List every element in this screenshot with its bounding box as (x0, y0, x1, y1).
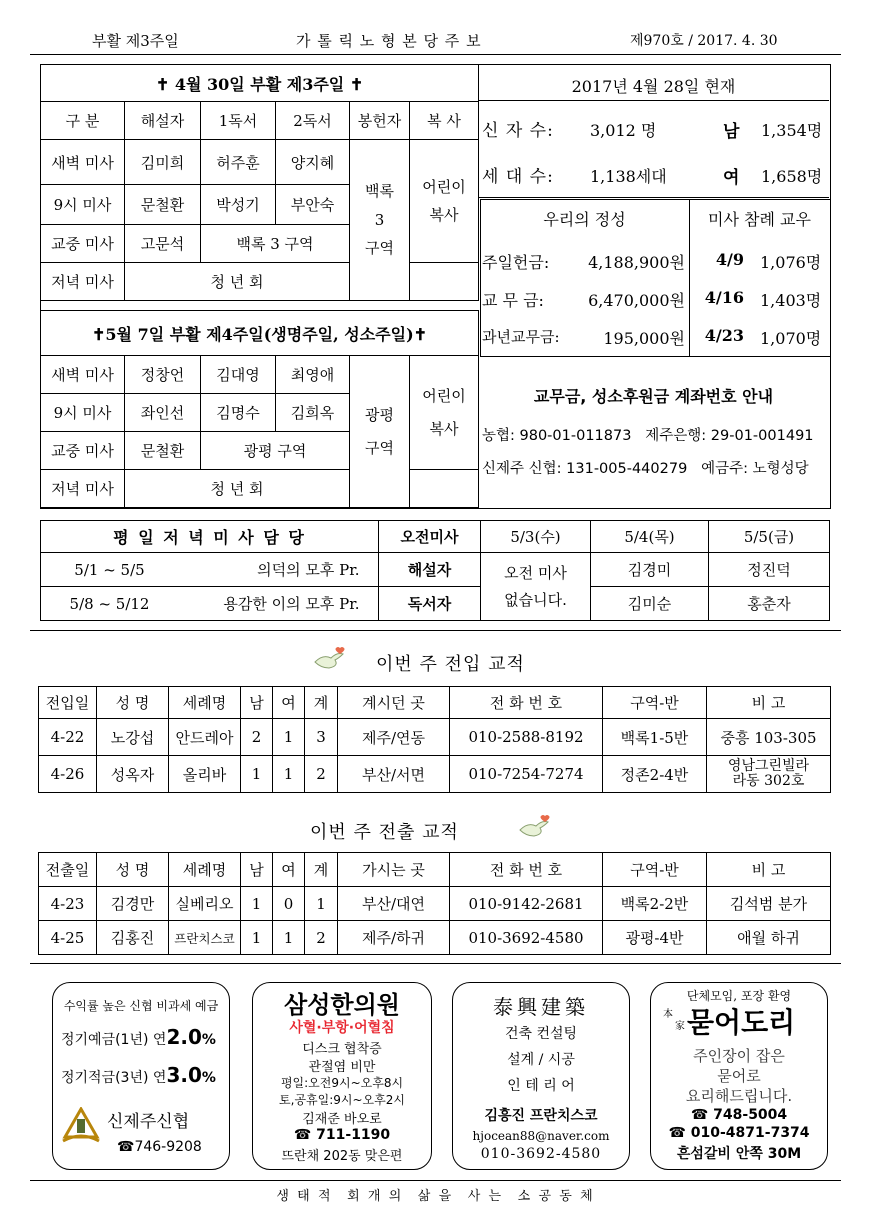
table-row (39, 887, 831, 921)
reader: 홍춘자 (709, 587, 830, 621)
attendance-date: 4/9 (715, 250, 744, 269)
date-header: 5/3(수) (481, 521, 591, 553)
table-cell: 애월 하귀 (707, 921, 831, 955)
ad-text: 설계 / 시공 (507, 1052, 575, 1068)
ad-shinhyup (52, 982, 230, 1170)
weekday-row (41, 553, 379, 587)
table-cell: 1 (241, 756, 273, 793)
table-cell: 010-7254-7274 (450, 756, 603, 793)
server-line: 어린이 (422, 177, 466, 196)
date-header: 5/4(목) (591, 521, 709, 553)
ad-construction (452, 982, 630, 1170)
ad-phone: ☎ 748-5004 (690, 1107, 788, 1123)
ad-text: 수익률 높은 신협 비과세 예금 (63, 999, 219, 1013)
attendance-count: 1,403명 (760, 291, 822, 310)
commentator: 고문석 (125, 225, 201, 263)
ad-phone: ☎ 010-4871-7374 (668, 1125, 810, 1141)
role-label: 독서자 (379, 587, 481, 621)
households-value: 1,138세대 (590, 167, 667, 186)
ad-text: 인 테 리 어 (507, 1078, 575, 1094)
col-header: 가시는 곳 (338, 853, 450, 887)
ad-line (61, 1025, 216, 1049)
mass-label: 9시 미사 (41, 394, 125, 432)
ad-text: 단체모임, 포장 환영 (686, 989, 792, 1003)
table-cell: 0 (273, 887, 305, 921)
table-cell: 김홍진 (97, 921, 169, 955)
offering-title: 우리의 정성 (543, 210, 626, 229)
table-cell: 4-22 (39, 719, 97, 756)
female-label: 여 (723, 168, 740, 188)
table-row (39, 921, 831, 955)
server-cell (410, 140, 479, 263)
ad-text: 토,공휴일:9시~오후2시 (279, 1093, 405, 1107)
role-label: 해설자 (379, 553, 481, 587)
transfer-out-table (38, 852, 831, 955)
commentator: 문철환 (125, 432, 201, 470)
ad-text: % (201, 1070, 216, 1086)
transfer-in-title: 이번 주 전입 교적 (376, 654, 525, 675)
ad-text: 정기예금(1년) 연 (61, 1032, 167, 1048)
server-line: 어린이 (422, 386, 466, 405)
table-cell: 성옥자 (97, 756, 169, 793)
ad-brand: 家 (675, 1021, 685, 1032)
week-label: 부활 제3주일 (92, 32, 179, 50)
reading-1: 김명수 (201, 394, 276, 432)
evening-group: 청 년 회 (125, 470, 350, 508)
ad-location: 흔섬갈비 안쪽 30M (676, 1146, 802, 1162)
issue-number: 제970호 / 2017. 4. 30 (630, 33, 778, 49)
table-cell: 4-26 (39, 756, 97, 793)
table-cell: 010-2588-8192 (450, 719, 603, 756)
commentator: 정진덕 (709, 553, 830, 587)
schedule-table-1 (40, 64, 479, 301)
table-cell: 010-3692-4580 (450, 921, 603, 955)
table-cell: 김경만 (97, 887, 169, 921)
mass-label: 저녁 미사 (41, 470, 125, 508)
col-header: 성 명 (97, 687, 169, 719)
ad-owner: 김흥진 프란치스코 (484, 1108, 598, 1124)
weekday-table (40, 520, 830, 621)
col-header: 남 (241, 687, 273, 719)
transfer-out-title: 이번 주 전출 교적 (310, 822, 459, 843)
ad-brand: 本 (663, 1009, 673, 1020)
table-cell: 1 (305, 887, 338, 921)
offertory-cell (350, 140, 410, 301)
table-row (39, 719, 831, 756)
offertory-line: 구역 (365, 239, 394, 258)
table-cell: 2 (305, 756, 338, 793)
table-cell: 백록1-5반 (603, 719, 707, 756)
table-cell: 1 (273, 756, 305, 793)
col-header: 전 화 번 호 (450, 853, 603, 887)
col-header: 구 분 (41, 102, 125, 140)
transfer-in-table (38, 686, 831, 793)
table-cell: 안드레아 (169, 719, 241, 756)
col-header: 여 (273, 853, 305, 887)
ad-name: 신제주신협 (107, 1112, 190, 1132)
ad-text: 뜨란채 202동 맞은편 (281, 1149, 403, 1164)
col-header: 전 화 번 호 (450, 687, 603, 719)
attendance-date: 4/23 (704, 326, 744, 345)
ad-email: hjocean88@naver.com (472, 1129, 610, 1143)
table-cell: 1 (273, 719, 305, 756)
readings: 백록 3 구역 (201, 225, 350, 263)
col-header: 1독서 (201, 102, 276, 140)
mass-label: 교중 미사 (41, 225, 125, 263)
ad-rate: 3.0 (166, 1063, 202, 1087)
morning-mass-label: 오전미사 (379, 521, 481, 553)
shinhyup-logo-icon (59, 1107, 103, 1147)
group-name: 용감한 이의 모후 Pr. (223, 595, 360, 613)
table-cell: 중흥 103-305 (707, 719, 831, 756)
offertory-line: 백록 (365, 182, 394, 201)
stats-date: 2017년 4월 28일 현재 (571, 77, 736, 96)
account-line-1: 농협: 980-01-011873 제주은행: 29-01-001491 (482, 428, 814, 444)
table-cell: 노강섭 (97, 719, 169, 756)
table-cell: 영남그린빌라 라동 302호 (707, 756, 831, 793)
col-header: 계 (305, 687, 338, 719)
col-header: 2독서 (276, 102, 350, 140)
mass-label: 저녁 미사 (41, 263, 125, 301)
server-cell (410, 356, 479, 470)
offertory-line: 구역 (365, 438, 394, 457)
households-label: 세 대 수: (482, 167, 554, 187)
reading-1: 박성기 (201, 185, 276, 225)
table-cell: 백록2-2반 (603, 887, 707, 921)
evening-group: 청 년 회 (125, 263, 350, 301)
ad-text: 김재준 바오로 (302, 1112, 382, 1127)
col-header: 계 (305, 853, 338, 887)
col-header: 계시던 곳 (338, 687, 450, 719)
offering-label: 주일헌금: (482, 253, 550, 272)
ad-text: 관절염 비만 (308, 1060, 376, 1075)
attendance-date: 4/16 (704, 288, 744, 307)
offering-label: 교 무 금: (482, 291, 544, 310)
believers-value: 3,012 명 (590, 121, 657, 140)
col-header: 여 (273, 687, 305, 719)
col-header: 비 고 (707, 853, 831, 887)
offering-value: 195,000원 (603, 329, 685, 348)
ad-text: 묻어로 (717, 1067, 761, 1085)
ad-text: 평일:오전9시~오후8시 (280, 1076, 404, 1090)
stats-panel (478, 64, 829, 197)
mass-label: 9시 미사 (41, 185, 125, 225)
table-cell: 광평-4반 (603, 921, 707, 955)
table-cell: 제주/연동 (338, 719, 450, 756)
commentator: 문철환 (125, 185, 201, 225)
table-header-row (39, 687, 831, 719)
dove-icon (313, 646, 347, 672)
ad-clinic (252, 982, 432, 1170)
commentator: 좌인선 (125, 394, 201, 432)
table-cell: 1 (273, 921, 305, 955)
readings: 광평 구역 (201, 432, 350, 470)
mass-label: 새벽 미사 (41, 140, 125, 185)
offering-label: 과년교무금: (482, 328, 560, 346)
ad-text: 건축 컨설팅 (504, 1026, 578, 1042)
footer-motto: 생 태 적 회 개 의 삶 을 사 는 소 공 동 체 (276, 1189, 593, 1204)
dove-icon (518, 814, 552, 840)
attendance-count: 1,076명 (760, 253, 822, 272)
commentator: 김경미 (591, 553, 709, 587)
table-cell: 010-9142-2681 (450, 887, 603, 921)
reading-2: 김희옥 (276, 394, 350, 432)
offertory-line: 광평 (365, 405, 394, 424)
weekday-row (41, 587, 379, 621)
col-header: 세례명 (169, 853, 241, 887)
table-cell: 정존2-4반 (603, 756, 707, 793)
commentator: 김미희 (125, 140, 201, 185)
col-header: 남 (241, 853, 273, 887)
col-header: 구역-반 (603, 853, 707, 887)
schedule-table-2 (40, 310, 479, 508)
date-header: 5/5(금) (709, 521, 830, 553)
table-cell: 김석범 분가 (707, 887, 831, 921)
col-header: 전입일 (39, 687, 97, 719)
ad-name: 泰興建築 (493, 995, 589, 1019)
table-cell: 부산/서면 (338, 756, 450, 793)
ad-text: 디스크 협착증 (302, 1042, 382, 1057)
offertory-line: 3 (374, 210, 385, 229)
table-cell: 제주/하귀 (338, 921, 450, 955)
ad-text: % (201, 1032, 216, 1048)
server-line: 복사 (429, 419, 459, 438)
weekday-title: 평 일 저 녁 미 사 담 당 (41, 521, 379, 553)
bulletin-title: 가 톨 릭 노 형 본 당 주 보 (296, 32, 482, 50)
schedule-2-title: ✝5월 7일 부활 제4주일(생명주일, 성소주일)✝ (41, 311, 479, 356)
table-cell: 4-25 (39, 921, 97, 955)
mass-label: 교중 미사 (41, 432, 125, 470)
col-header: 복 사 (410, 102, 479, 140)
male-value: 1,354명 (761, 121, 823, 140)
account-title: 교무금, 성소후원금 계좌번호 안내 (533, 387, 774, 406)
reading-2: 양지혜 (276, 140, 350, 185)
ad-phone: ☎ 711-1190 (293, 1127, 391, 1143)
table-cell: 3 (305, 719, 338, 756)
table-header-row (39, 853, 831, 887)
offertory-cell (350, 356, 410, 508)
ad-rate: 2.0 (166, 1025, 202, 1049)
mass-label: 새벽 미사 (41, 356, 125, 394)
account-line-2: 신제주 신협: 131-005-440279 예금주: 노형성당 (482, 461, 809, 477)
period: 5/1 ~ 5/5 (74, 561, 145, 579)
reading-1: 김대영 (201, 356, 276, 394)
period: 5/8 ~ 5/12 (69, 595, 150, 613)
offering-value: 6,470,000원 (588, 291, 685, 310)
female-value: 1,658명 (761, 167, 823, 186)
table-cell: 1 (241, 887, 273, 921)
col-header: 성 명 (97, 853, 169, 887)
table-row (39, 756, 831, 793)
group-name: 의덕의 모후 Pr. (257, 561, 360, 579)
attendance-title: 미사 참례 교우 (708, 210, 811, 229)
no-morning-mass: 오전 미사 없습니다. (481, 553, 591, 621)
reader: 김미순 (591, 587, 709, 621)
ad-line (61, 1063, 216, 1087)
reading-1: 허주훈 (201, 140, 276, 185)
table-cell: 1 (241, 921, 273, 955)
col-header: 구역-반 (603, 687, 707, 719)
ad-name: 삼성한의원 (284, 991, 400, 1019)
believers-label: 신 자 수: (482, 121, 554, 141)
col-header: 봉헌자 (350, 102, 410, 140)
table-cell: 올리바 (169, 756, 241, 793)
offering-value: 4,188,900원 (588, 253, 685, 272)
col-header: 전출일 (39, 853, 97, 887)
ad-specialty: 사혈·부항·어혈침 (289, 1020, 395, 1036)
table-cell: 실베리오 (169, 887, 241, 921)
col-header: 세례명 (169, 687, 241, 719)
ad-name: 묻어도리 (687, 1006, 796, 1039)
table-cell: 부산/대연 (338, 887, 450, 921)
col-header: 비 고 (707, 687, 831, 719)
ad-text: 주인장이 잡은 (693, 1047, 785, 1065)
ad-phone: 010-3692-4580 (480, 1146, 602, 1162)
attendance-count: 1,070명 (760, 329, 822, 348)
server-line: 복사 (429, 206, 459, 224)
table-cell: 2 (241, 719, 273, 756)
reading-2: 최영애 (276, 356, 350, 394)
table-cell: 4-23 (39, 887, 97, 921)
ad-text: 요리해드립니다. (685, 1087, 793, 1105)
male-label: 남 (723, 122, 740, 142)
commentator: 정창언 (125, 356, 201, 394)
ad-restaurant (650, 982, 828, 1170)
reading-2: 부안숙 (276, 185, 350, 225)
ad-text: 정기적금(3년) 연 (61, 1070, 167, 1086)
table-cell: 프란치스코 (169, 921, 241, 955)
col-header: 해설자 (125, 102, 201, 140)
schedule-1-title: ✝ 4월 30일 부활 제3주일 ✝ (41, 65, 479, 102)
ad-phone: ☎746-9208 (117, 1139, 202, 1155)
table-cell: 2 (305, 921, 338, 955)
